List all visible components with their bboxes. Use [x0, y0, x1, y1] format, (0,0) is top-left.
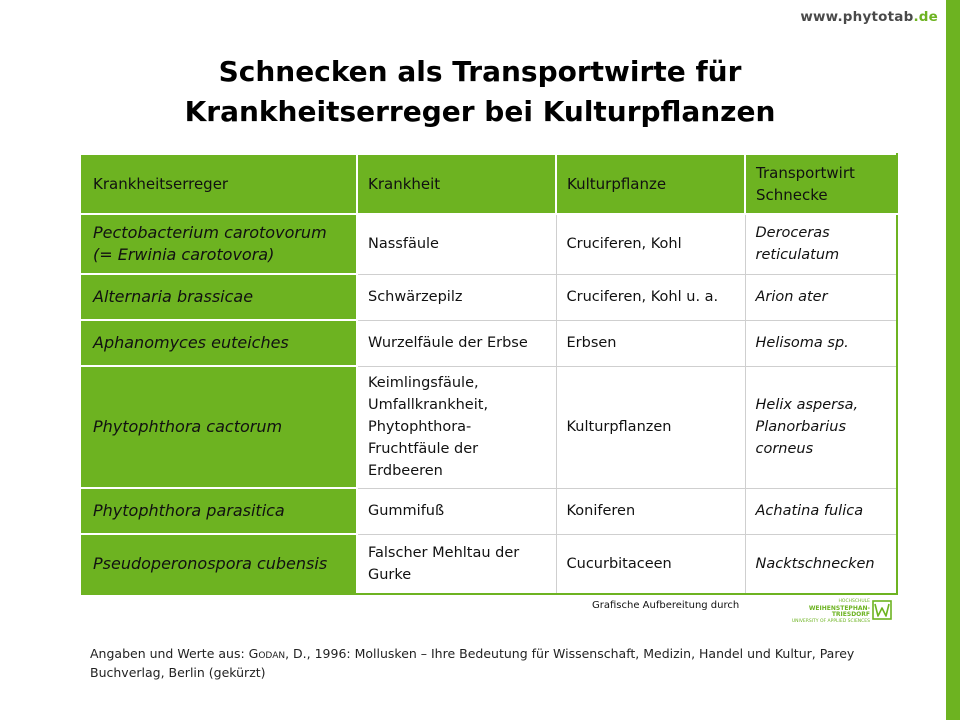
disease-cell: Wurzelfäule der Erbse: [357, 320, 556, 366]
disease-cell: Gummifuß: [357, 488, 556, 534]
university-emblem-icon: [872, 600, 892, 620]
pathogen-cell: Alternaria brassicae: [82, 274, 357, 320]
header-host: Transportwirt Schnecke: [745, 154, 897, 214]
pathogen-cell: Phytophthora parasitica: [82, 488, 357, 534]
crop-cell: Cruciferen, Kohl u. a.: [556, 274, 745, 320]
header-pathogen: Krankheitserreger: [82, 154, 357, 214]
table-row: [82, 274, 897, 320]
host-cell: Arion ater: [745, 274, 897, 320]
site-url-prefix: www.: [800, 9, 843, 25]
logo-line-3: UNIVERSITY OF APPLIED SCIENCES: [791, 618, 870, 624]
site-url-name: phytotab: [842, 9, 914, 25]
host-cell: Deroceras reticulatum: [745, 214, 897, 274]
page-title-line-2: Krankheitserreger bei Kulturpflanzen: [184, 95, 776, 128]
logo-line-2: WEIHENSTEPHAN-TRIESDORF: [808, 604, 870, 618]
pathogen-cell: Pectobacterium carotovorum (= Erwinia carotovora): [82, 214, 357, 274]
host-cell: Achatina fulica: [745, 488, 897, 534]
site-url-tld: .de: [913, 9, 938, 25]
disease-cell: Schwärzepilz: [357, 274, 556, 320]
page-title-line-1: Schnecken als Transportwirte für: [218, 55, 742, 88]
crop-cell: Cruciferen, Kohl: [556, 214, 745, 274]
source-prefix: Angaben und Werte aus:: [90, 646, 249, 661]
host-cell: Nacktschnecken: [745, 534, 897, 594]
table-row: [82, 214, 897, 274]
source-rest: , D., 1996: Mollusken – Ihre Bedeutung für Wissenschaft, Medizin, Handel und Kultur, Parey Buchverlag, Berlin (gekürzt): [90, 646, 855, 680]
host-cell: Helisoma sp.: [745, 320, 897, 366]
credit-text: Grafische Aufbereitung durch: [592, 600, 740, 611]
header-disease: Krankheit: [357, 154, 556, 214]
logo-line-1: HOCHSCHULE: [838, 599, 870, 604]
table-row: [82, 534, 897, 594]
pathogen-cell: Phytophthora cactorum: [82, 366, 357, 488]
logo-wordmark: [774, 599, 870, 625]
source-citation: [90, 644, 890, 682]
disease-cell: Keimlingsfäule, Umfallkrankheit, Phytophthora-Fruchtfäule der Erdbeeren: [357, 366, 556, 488]
crop-cell: Cucurbitaceen: [556, 534, 745, 594]
crop-cell: Erbsen: [556, 320, 745, 366]
disease-cell: Falscher Mehltau der Gurke: [357, 534, 556, 594]
table-row: [82, 366, 897, 488]
page-title: [100, 52, 860, 132]
crop-cell: Koniferen: [556, 488, 745, 534]
header-crop: Kulturpflanze: [556, 154, 745, 214]
pathogen-cell: Pseudoperonospora cubensis: [82, 534, 357, 594]
crop-cell: Kulturpflanzen: [556, 366, 745, 488]
table-header-row: [82, 154, 897, 214]
disease-cell: Nassfäule: [357, 214, 556, 274]
host-cell: Helix aspersa, Planorbarius corneus: [745, 366, 897, 488]
table-row: [82, 488, 897, 534]
pathogen-table: [81, 153, 898, 595]
right-accent-bar: [946, 0, 960, 720]
university-logo[interactable]: [774, 599, 894, 624]
site-url[interactable]: [800, 9, 938, 25]
table-row: [82, 320, 897, 366]
source-author: Godan: [248, 646, 286, 661]
pathogen-cell: Aphanomyces euteiches: [82, 320, 357, 366]
